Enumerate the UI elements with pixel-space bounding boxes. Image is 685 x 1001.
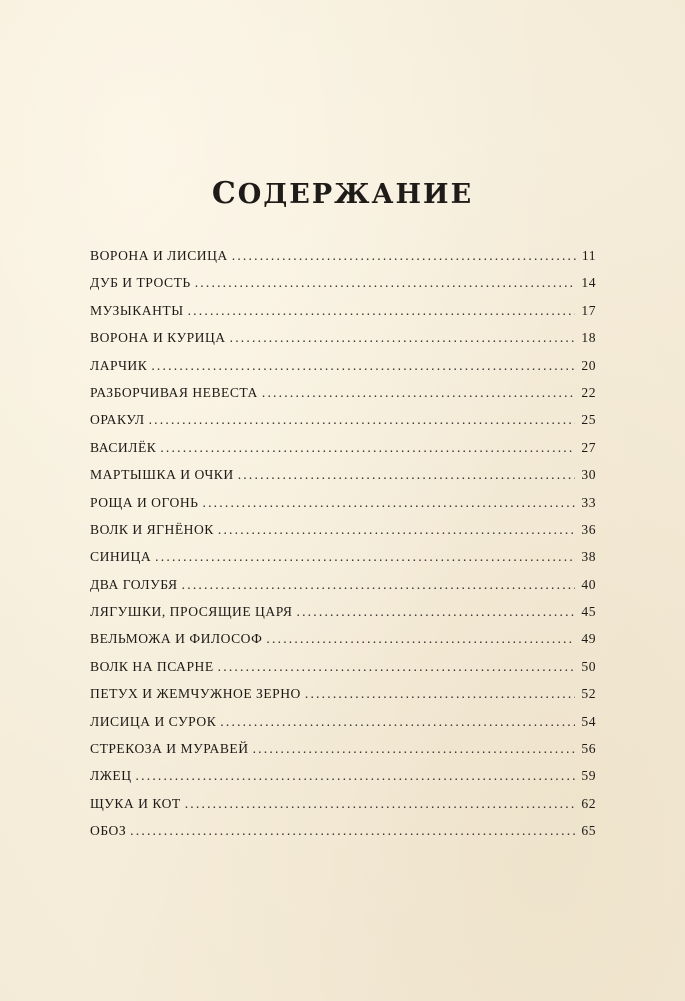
toc-entry <box>90 796 596 823</box>
title-rest: ОДЕРЖАНИЕ <box>237 179 474 210</box>
toc-entry-title: МУЗЫКАНТЫ <box>90 302 184 318</box>
toc-leader-dots <box>238 467 576 483</box>
toc-entry <box>90 577 596 604</box>
toc-entry <box>90 440 596 467</box>
toc-entry-title: ВЕЛЬМОЖА И ФИЛОСОФ <box>90 631 263 647</box>
toc-entry-page-number: 11 <box>581 248 596 263</box>
toc-leader-dots <box>262 385 576 401</box>
toc-entry <box>90 714 596 741</box>
toc-leader-dots <box>220 714 575 730</box>
toc-entry <box>90 768 596 795</box>
toc-leader-dots <box>305 686 576 702</box>
toc-entry-title: ЛИСИЦА И СУРОК <box>90 713 217 729</box>
toc-entry <box>90 604 596 631</box>
toc-entry-title: ЛАРЧИК <box>90 357 148 373</box>
toc-entry-page-number: 54 <box>581 713 596 729</box>
toc-entry-title: МАРТЫШКА И ОЧКИ <box>90 467 234 483</box>
toc-entry <box>90 467 596 494</box>
toc-leader-dots <box>253 741 576 757</box>
toc-entry-page-number: 52 <box>581 686 596 702</box>
toc-entry-page-number: 18 <box>581 330 596 346</box>
toc-entry-page-number: 65 <box>581 823 596 839</box>
toc-entry-page-number: 27 <box>581 439 596 455</box>
page-title <box>0 176 685 211</box>
toc-leader-dots <box>149 412 576 428</box>
toc-leader-dots <box>188 303 576 319</box>
toc-entry <box>90 330 596 357</box>
toc-entry <box>90 741 596 768</box>
toc-entry-title: ВОРОНА И ЛИСИЦА <box>90 248 228 263</box>
toc-leader-dots <box>185 796 576 812</box>
toc-entry <box>90 686 596 713</box>
toc-leader-dots <box>218 522 576 538</box>
toc-leader-dots <box>182 577 576 593</box>
toc-entry-title: ВОРОНА И КУРИЦА <box>90 330 226 346</box>
toc-entry-title: ПЕТУХ И ЖЕМЧУЖНОЕ ЗЕРНО <box>90 686 301 702</box>
toc-entry-page-number: 17 <box>581 302 596 318</box>
toc-leader-dots <box>151 358 575 374</box>
toc-entry <box>90 522 596 549</box>
table-of-contents <box>90 248 596 851</box>
toc-leader-dots <box>230 330 576 346</box>
toc-entry-page-number: 22 <box>581 384 596 400</box>
toc-leader-dots <box>218 659 576 675</box>
toc-entry-title: ЛЖЕЦ <box>90 768 132 784</box>
toc-entry-title: ВОЛК НА ПСАРНЕ <box>90 658 214 674</box>
toc-entry-title: РОЩА И ОГОНЬ <box>90 494 199 510</box>
toc-entry-title: ДУБ И ТРОСТЬ <box>90 275 191 291</box>
toc-entry <box>90 358 596 385</box>
toc-leader-dots <box>195 275 576 291</box>
toc-entry-page-number: 45 <box>581 604 596 620</box>
title-initial: С <box>211 176 238 211</box>
toc-entry <box>90 275 596 302</box>
toc-entry-page-number: 25 <box>581 412 596 428</box>
toc-entry <box>90 385 596 412</box>
toc-entry-page-number: 56 <box>581 741 596 757</box>
toc-entry-title: РАЗБОРЧИВАЯ НЕВЕСТА <box>90 384 258 400</box>
toc-entry-title: ОБОЗ <box>90 823 127 839</box>
toc-entry-title: СИНИЦА <box>90 549 152 565</box>
toc-entry-page-number: 50 <box>581 658 596 674</box>
toc-entry-page-number: 40 <box>581 576 596 592</box>
toc-entry-title: ОРАКУЛ <box>90 412 145 428</box>
toc-leader-dots <box>130 823 575 839</box>
toc-entry <box>90 549 596 576</box>
toc-entry-page-number: 14 <box>581 275 596 291</box>
toc-entry-title: СТРЕКОЗА И МУРАВЕЙ <box>90 741 249 757</box>
toc-entry-title: ВОЛК И ЯГНЁНОК <box>90 521 214 537</box>
toc-entry-page-number: 20 <box>581 357 596 373</box>
toc-entry-title: ВАСИЛЁК <box>90 439 157 455</box>
toc-entry <box>90 659 596 686</box>
toc-entry-page-number: 49 <box>581 631 596 647</box>
toc-entry-page-number: 59 <box>581 768 596 784</box>
toc-leader-dots <box>296 604 575 620</box>
toc-entry-title: ЛЯГУШКИ, ПРОСЯЩИЕ ЦАРЯ <box>90 604 293 620</box>
toc-entry <box>90 823 596 850</box>
toc-entry-page-number: 36 <box>581 521 596 537</box>
toc-entry-page-number: 30 <box>581 467 596 483</box>
toc-leader-dots <box>160 440 575 456</box>
toc-entry-page-number: 62 <box>581 795 596 811</box>
toc-entry <box>90 631 596 658</box>
toc-entry <box>90 412 596 439</box>
toc-entry-page-number: 38 <box>581 549 596 565</box>
toc-leader-dots <box>155 549 575 565</box>
toc-entry <box>90 495 596 522</box>
toc-entry-page-number: 33 <box>581 494 596 510</box>
toc-leader-dots <box>202 495 575 511</box>
toc-entry <box>90 248 596 275</box>
toc-leader-dots <box>266 631 575 647</box>
toc-leader-dots <box>136 768 576 784</box>
toc-entry-title: ДВА ГОЛУБЯ <box>90 576 178 592</box>
toc-entry-title: ЩУКА И КОТ <box>90 795 181 811</box>
toc-entry <box>90 303 596 330</box>
toc-leader-dots <box>232 248 576 264</box>
